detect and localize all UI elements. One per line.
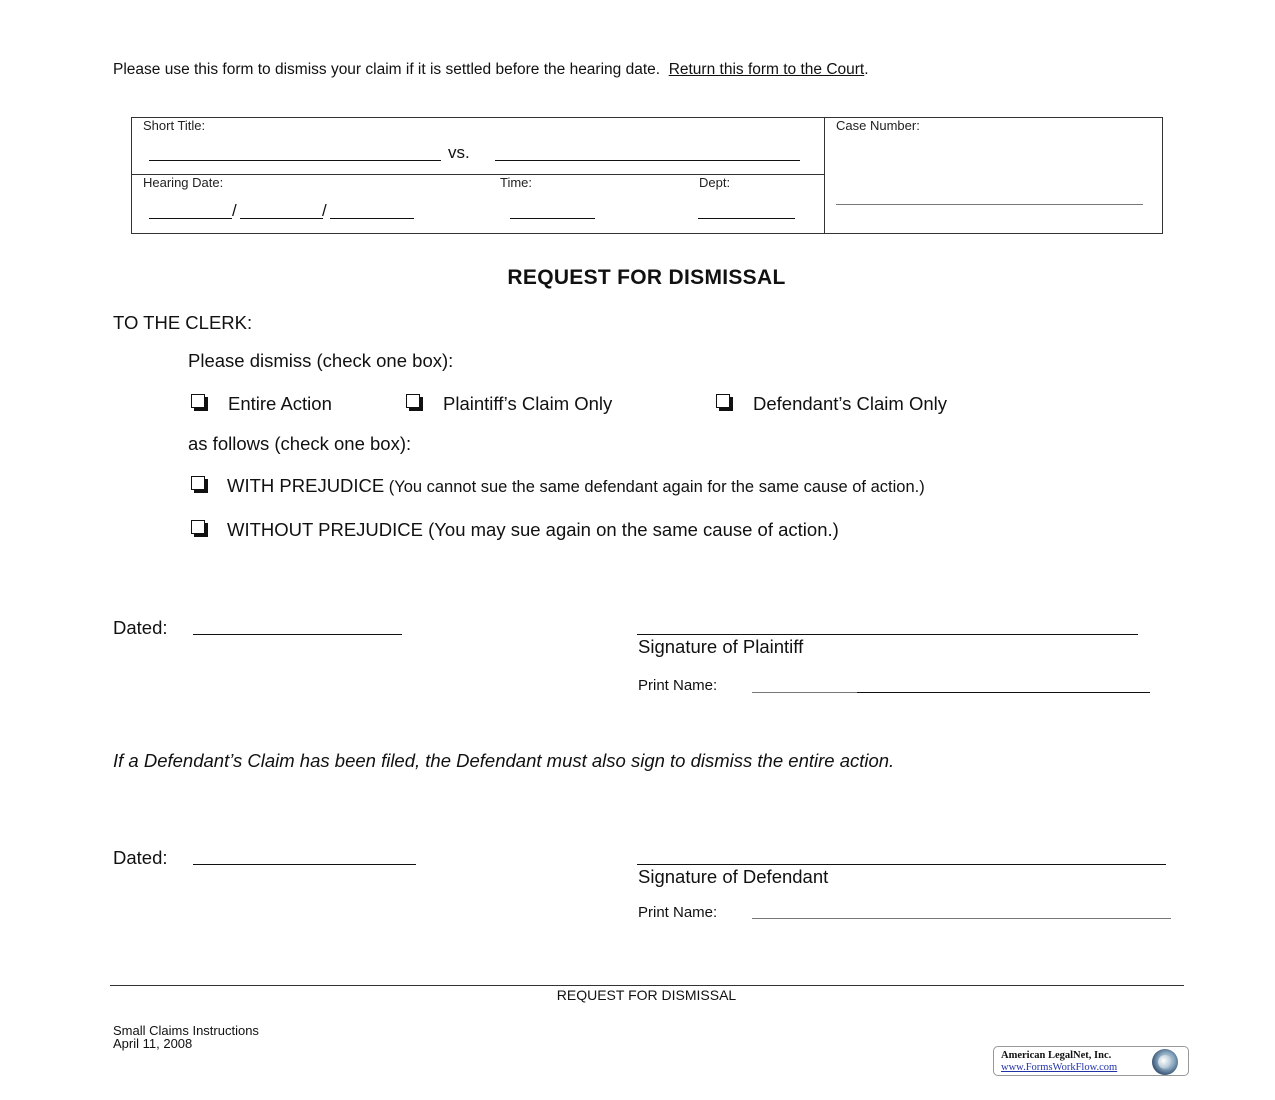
plaintiff-dated-label: Dated: <box>113 617 168 638</box>
without-prejudice-note: (You may sue again on the same cause of action.) <box>428 519 839 540</box>
defendant-notice: If a Defendant’s Claim has been filed, the Defendant must also sign to dismiss the entire action. <box>113 750 895 771</box>
date-separator: / <box>232 201 237 220</box>
defendant-print-name-field[interactable] <box>752 918 1171 919</box>
plaintiff-signature-label: Signature of Plaintiff <box>638 636 804 657</box>
vs-label: vs. <box>448 143 470 162</box>
return-to-court-text: Return this form to the Court <box>668 61 865 78</box>
short-title-label: Short Title: <box>143 118 206 133</box>
checkbox-with-prejudice[interactable] <box>191 476 208 493</box>
with-prejudice-text <box>227 475 925 497</box>
plaintiff-name-field[interactable] <box>149 160 441 161</box>
without-prejudice-text <box>227 519 839 541</box>
badge-company-name: American LegalNet, Inc. <box>1001 1050 1112 1061</box>
badge-url-link[interactable]: www.FormsWorkFlow.com <box>1001 1062 1118 1073</box>
defendant-signature-field[interactable] <box>637 864 1166 865</box>
defendant-dated-label: Dated: <box>113 847 168 868</box>
with-prejudice-label: WITH PREJUDICE <box>227 475 385 496</box>
case-header-left <box>132 118 825 233</box>
footer-divider <box>110 985 1184 986</box>
defendant-claim-label: Defendant’s Claim Only <box>753 393 947 414</box>
hearing-date-label: Hearing Date: <box>143 175 224 190</box>
short-title-row <box>132 118 825 175</box>
americanlegalnet-badge[interactable] <box>993 1046 1189 1076</box>
plaintiff-dated-field[interactable] <box>193 634 402 635</box>
plaintiff-signature-field[interactable] <box>637 634 1138 635</box>
defendant-dated-field[interactable] <box>193 864 416 865</box>
dept-label: Dept: <box>699 175 731 190</box>
globe-logo-icon <box>1152 1049 1178 1075</box>
without-prejudice-label: WITHOUT PREJUDICE <box>227 519 423 540</box>
form-series: Small Claims Instructions <box>113 1023 259 1038</box>
with-prejudice-note: (You cannot sue the same defendant again for the same cause of action.) <box>388 478 925 496</box>
intro-text <box>113 61 869 79</box>
dept-field[interactable] <box>698 218 795 219</box>
defendant-print-name-label: Print Name: <box>638 904 718 921</box>
form-title: REQUEST FOR DISMISSAL <box>507 266 786 289</box>
case-header-box <box>131 117 1163 234</box>
entire-action-label: Entire Action <box>228 393 332 414</box>
plaintiff-print-name-label: Print Name: <box>638 677 718 694</box>
hearing-day-field[interactable] <box>240 218 323 219</box>
footer-title: REQUEST FOR DISMISSAL <box>556 987 737 1003</box>
intro-sentence: Please use this form to dismiss your claim if it is settled before the hearing date. <box>113 61 661 78</box>
to-clerk-heading: TO THE CLERK: <box>113 312 253 333</box>
defendant-name-field[interactable] <box>495 160 800 161</box>
hearing-month-field[interactable] <box>149 218 232 219</box>
date-separator: / <box>322 201 327 220</box>
hearing-time-field[interactable] <box>510 218 595 219</box>
revision-date: April 11, 2008 <box>113 1036 193 1051</box>
time-label: Time: <box>500 175 533 190</box>
checkbox-entire-action[interactable] <box>191 394 208 411</box>
case-number-field[interactable] <box>836 204 1143 205</box>
checkbox-plaintiff-claim[interactable] <box>406 394 423 411</box>
case-number-label: Case Number: <box>836 118 920 133</box>
footer-meta <box>113 1024 259 1050</box>
hearing-year-field[interactable] <box>330 218 414 219</box>
defendant-signature-label: Signature of Defendant <box>638 866 829 887</box>
plaintiff-print-name-field[interactable] <box>857 692 1150 693</box>
dismiss-prompt: Please dismiss (check one box): <box>188 350 454 371</box>
plaintiff-claim-label: Plaintiff’s Claim Only <box>443 393 613 414</box>
checkbox-defendant-claim[interactable] <box>716 394 733 411</box>
intro-period: . <box>864 61 869 78</box>
plaintiff-print-name-field-start <box>752 692 857 693</box>
as-follows-prompt: as follows (check one box): <box>188 433 412 454</box>
checkbox-without-prejudice[interactable] <box>191 520 208 537</box>
